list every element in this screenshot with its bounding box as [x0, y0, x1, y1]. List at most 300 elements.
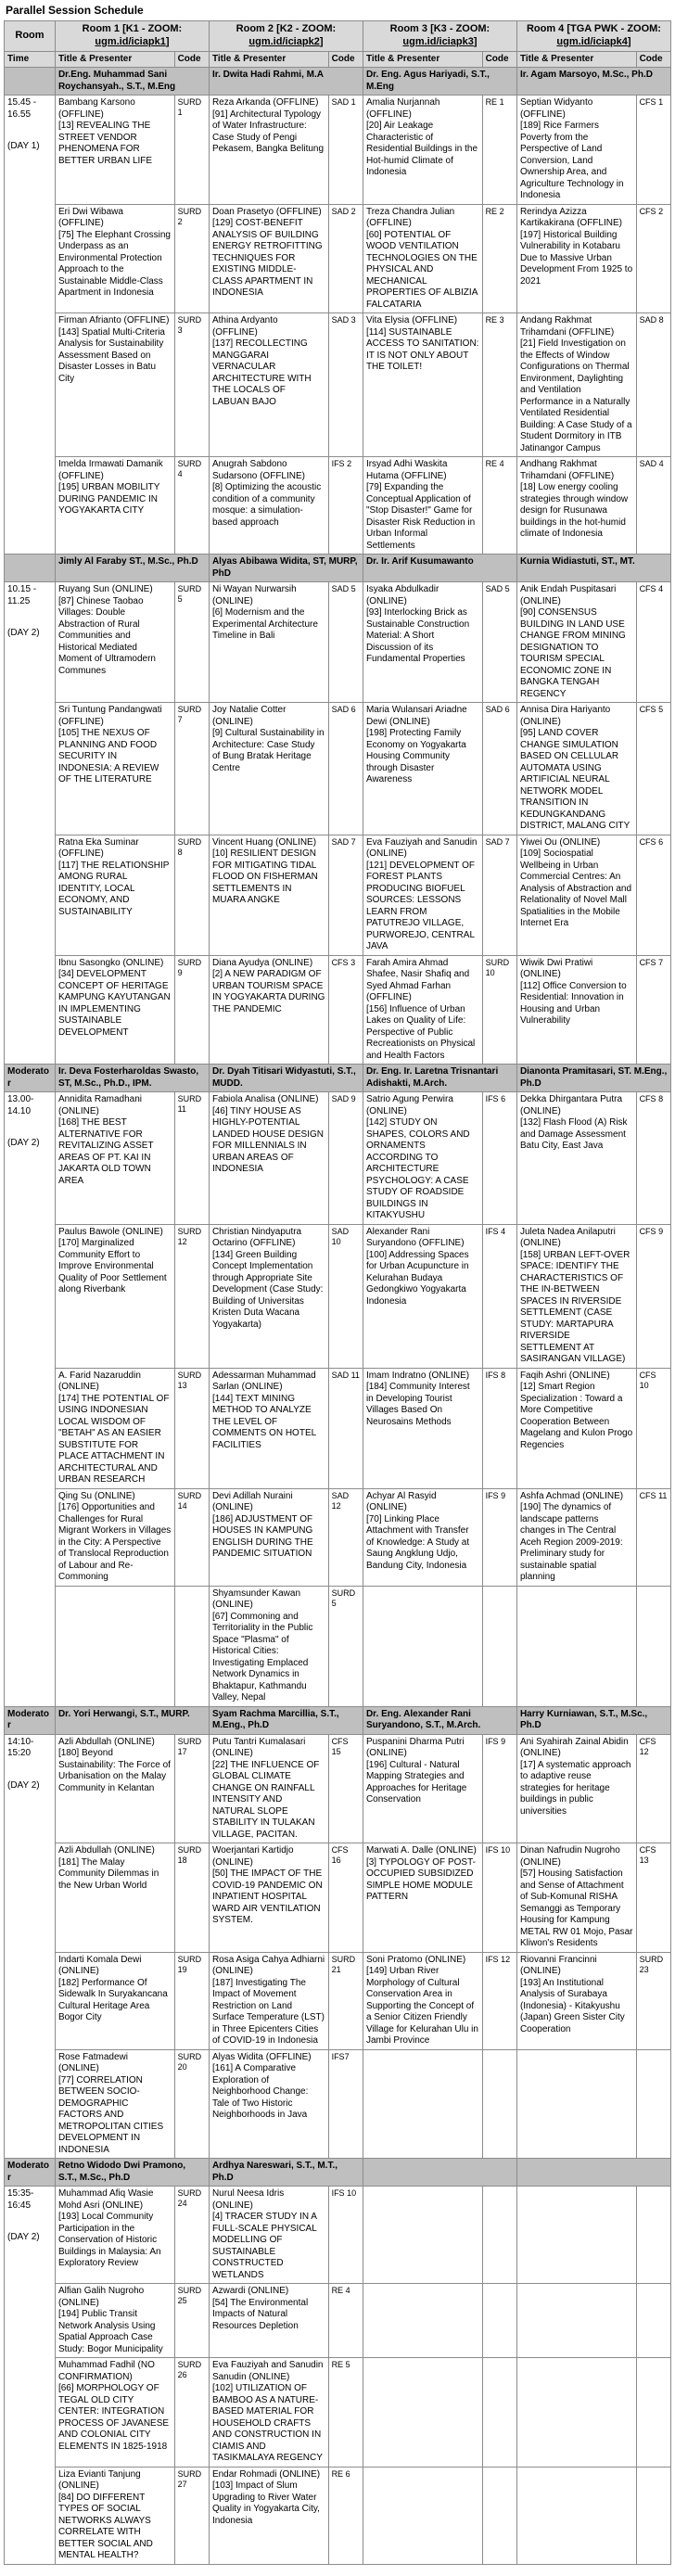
- paper-title: [114] SUSTAINABLE ACCESS TO SANITATION: IT IS NOT ONLY ABOUT THE TOILET!: [365, 326, 479, 372]
- paper-code: IFS 9: [482, 1734, 516, 1843]
- paper-title: [195] URBAN MOBILITY DURING PANDEMIC IN YOGYAKARTA CITY: [57, 482, 160, 516]
- presenter-name: Eva Fauziyah and Sanudin Sanudin (ONLINE): [211, 2360, 324, 2382]
- paper-title: [181] The Malay Community Dilemmas in the New Urban World: [57, 1856, 159, 1891]
- paper-cell: [209, 835, 328, 955]
- session-day: (DAY 2): [7, 1779, 40, 1791]
- paper-cell: [516, 204, 636, 313]
- moderator-name: Alyas Abibawa Widita, ST, MURP, PhD: [209, 555, 363, 582]
- paper-code: CFS 4: [636, 582, 670, 703]
- time-column-header: Time: [5, 51, 56, 68]
- paper-code: CFS 11: [636, 1488, 670, 1586]
- presenter-name: Riovanni Francinni (ONLINE): [519, 1954, 597, 1976]
- moderator-name: Dr. Yori Herwangi, S.T., MURP.: [55, 1706, 209, 1734]
- room-1-zoom-link[interactable]: ugm.id/iciapk1: [95, 35, 166, 47]
- paper-title: [134] Green Building Concept Implementation through Appropriate Site Development (Case Study: Building of Universitas Kristen Duta Wacana Yogyakarta): [211, 1249, 324, 1330]
- paper-cell: [363, 582, 482, 703]
- paper-title: [17] A systematic approach to adaptive reuse strategies for heritage buildings in public universities: [519, 1759, 631, 1817]
- paper-title: [121] DEVELOPMENT OF FOREST PLANTS PRODUCING BIOFUEL SOURCES: LESSONS LEARN FROM PATUTREJO VILLAGE, PURWOREJO, CENTRAL JAVA: [365, 860, 476, 951]
- presenter-name: Soni Pratomo (ONLINE): [365, 1954, 466, 1965]
- presenter-name: Yiwei Ou (ONLINE): [519, 836, 601, 848]
- paper-code: IFS 4: [482, 1224, 516, 1368]
- paper-title: [182] Performance Of Sidewalk In Suryakancana Cultural Heritage Area Bogor City: [57, 1977, 168, 2022]
- paper-code: [482, 2187, 516, 2284]
- presenter-name: Anik Endah Puspitasari (ONLINE): [519, 584, 617, 606]
- paper-title: [10] RESILIENT DESIGN FOR MITIGATING TIDAL FLOOD ON FISHERMAN SETTLEMENTS IN MUARA ANGKE: [211, 848, 318, 905]
- paper-code: SAD 2: [328, 204, 363, 313]
- paper-code: SAD 7: [482, 835, 516, 955]
- paper-title: [95] LAND COVER CHANGE SIMULATION BASED ON CELLULAR AUTOMATA USING ARTIFICIAL NEURAL NETWORK MODEL TRANSITION IN KEDUNGKANDANG DISTRICT, MALANG CITY: [519, 728, 630, 831]
- paper-code: CFS 9: [636, 1224, 670, 1368]
- presenter-name: Sri Tuntung Pandangwati (OFFLINE): [57, 705, 162, 727]
- table-row: [5, 313, 671, 457]
- table-row: [5, 1952, 671, 2049]
- title-presenter-header: Title & Presenter: [209, 51, 328, 68]
- paper-title: [75] The Elephant Crossing Underpass as an Environmental Protection Approach to the Sustainable Middle-Class Apartment in Indonesia: [57, 229, 171, 298]
- presenter-name: Muhammad Fadhil (NO CONFIRMATION): [57, 2360, 155, 2382]
- presenter-name: Qing Su (ONLINE): [57, 1490, 135, 1501]
- paper-title: [102] UTILIZATION OF BAMBOO AS A NATURE-BASED MATERIAL FOR HOUSEHOLD CRAFTS AND CONSTRUCTION IN CIAMIS AND TASIKMALAYA REGENCY: [211, 2383, 323, 2463]
- paper-code: IFS 12: [482, 1952, 516, 2049]
- paper-code: SURD 1: [174, 96, 209, 205]
- paper-code: [482, 2049, 516, 2159]
- paper-code: RE 4: [482, 457, 516, 555]
- paper-title: [6] Modernism and the Experimental Architecture Timeline in Bali: [211, 607, 318, 641]
- paper-code: CFS 13: [636, 1843, 670, 1953]
- presenter-name: Vincent Huang (ONLINE): [211, 836, 317, 848]
- paper-code: SAD 11: [328, 1368, 363, 1488]
- paper-title: [90] CONSENSUS BUILDING IN LAND USE CHANGE FROM MINING DESIGNATION TO TOURISM SPECIAL ECONOMIC ZONE IN BANGKA TENGAH REGENCY: [519, 607, 626, 699]
- paper-cell: [516, 1092, 636, 1225]
- paper-code: RE 1: [482, 96, 516, 205]
- presenter-name: Ibnu Sasongko (ONLINE): [57, 957, 164, 968]
- paper-code: RE 3: [482, 313, 516, 457]
- moderator-name: Dr.Eng. Muhammad Sani Roychansyah., S.T., M.Eng: [55, 68, 209, 96]
- paper-title: [70] Linking Place Attachment with Transfer of Knowledge: A Study at Saung Angklung Udjo, Bandung City, Indonesia: [365, 1513, 470, 1571]
- paper-code: SAD 3: [328, 313, 363, 457]
- table-row: [5, 1488, 671, 1586]
- paper-cell: [55, 1734, 174, 1843]
- session-time: 15.45 - 16.55: [7, 97, 37, 120]
- room-2-header: Room 2 [K2 - ZOOM: ugm.id/iciapk2]: [209, 21, 363, 52]
- presenter-name: Wiwik Dwi Pratiwi (ONLINE): [519, 957, 593, 979]
- presenter-name: Liza Evianti Tanjung (ONLINE): [57, 2468, 141, 2491]
- code-header: Code: [482, 51, 516, 68]
- paper-title: [158] URBAN LEFT-OVER SPACE: IDENTIFY THE CHARACTERISTICS OF THE IN-BETWEEN SPACES IN RIVERSIDE SETTLEMENT (CASE STUDY: MARTAPURA RIVERSIDE SETTLEMENT AT SASIRANGAN VILLAGE): [519, 1249, 630, 1364]
- paper-code: SURD 8: [174, 835, 209, 955]
- paper-cell: [363, 457, 482, 555]
- paper-cell: [55, 1224, 174, 1368]
- paper-title: [91] Architectural Typology of Water Infrastructure: Case Study of Pengi Pekasem, Bangka Belitung: [211, 108, 325, 154]
- paper-title: [13] REVEALING THE STREET VENDOR PHENOMENA FOR BETTER URBAN LIFE: [57, 121, 153, 166]
- moderator-name: Ir. Deva Fosterharoldas Swasto, ST, M.Sc., Ph.D., IPM.: [55, 1065, 209, 1092]
- moderator-name: Dr. Eng. Agus Hariyadi, S.T., M.Eng: [363, 68, 516, 96]
- paper-title: [109] Sociospatial Wellbeing in Urban Commercial Centres: An Analysis of Abstraction and Relationality of Novel Mall Spatialities in the Mobile Internet Era: [519, 848, 632, 928]
- paper-code: SURD 20: [174, 2049, 209, 2159]
- presenter-name: Juleta Nadea Anilaputri (ONLINE): [519, 1226, 616, 1248]
- table-row: [5, 1586, 671, 1706]
- paper-code: SURD 3: [174, 313, 209, 457]
- paper-code: IFS 10: [328, 2187, 363, 2284]
- paper-title: [170] Marginalized Community Effort to Improve Environmental Quality of Poor Settlement along Riverbank: [57, 1238, 167, 1294]
- paper-cell: [209, 1092, 328, 1225]
- presenter-name: Eva Fauziyah and Sanudin (ONLINE): [365, 836, 478, 859]
- paper-title: [156] Influence of Urban Lakes on Quality of Life: Perspective of Public Recreationists on Physical and Health Factors: [365, 1003, 476, 1061]
- paper-title: [2] A NEW PARADIGM OF URBAN TOURISM SPACE IN YOGYAKARTA DURING THE PANDEMIC: [211, 969, 325, 1014]
- paper-title: [168] THE BEST ALTERNATIVE FOR REVITALIZING ASSET AREAS OF PT. KAI IN JAKARTA OLD TOWN AREA: [57, 1117, 154, 1186]
- paper-cell: [55, 582, 174, 703]
- paper-code: SURD 9: [174, 955, 209, 1065]
- paper-cell: [363, 204, 482, 313]
- presenter-name: Indarti Komala Dewi (ONLINE): [57, 1954, 142, 1976]
- paper-cell: [363, 1586, 482, 1706]
- paper-title: [193] Local Community Participation in the Conservation of Historic Buildings in Malaysia: An Exploratory Review: [57, 2212, 161, 2268]
- paper-code: CFS 3: [328, 955, 363, 1065]
- presenter-name: Dinan Nafrudin Nugroho (ONLINE): [519, 1845, 620, 1868]
- paper-code: CFS 10: [636, 1368, 670, 1488]
- paper-title: [149] Urban River Morphology of Cultural Conservation Area in Supporting the Concept of a Senior Citizen Friendly Village for Kelurahan Ulu in Jambi Province: [365, 1966, 478, 2046]
- presenter-name: Eri Dwi Wibawa (OFFLINE): [57, 206, 123, 228]
- session-day: (DAY 2): [7, 1138, 40, 1148]
- paper-title: [93] Interlocking Brick as Sustainable Construction Material: A Short Discussion of its Fundamental Properties: [365, 607, 470, 664]
- presenter-name: Azli Abdullah (ONLINE): [57, 1736, 155, 1747]
- room-3-header: Room 3 [K3 - ZOOM: ugm.id/iciapk3]: [363, 21, 516, 52]
- presenter-name: Andang Rakhmat Trihamdani (OFFLINE): [519, 315, 615, 338]
- moderator-name: Jimly Al Faraby ST., M.Sc., Ph.D: [55, 555, 209, 582]
- title-presenter-header: Title & Presenter: [363, 51, 482, 68]
- paper-cell: [55, 457, 174, 555]
- paper-cell: [363, 1224, 482, 1368]
- paper-title: [22] THE INFLUENCE OF GLOBAL CLIMATE CHANGE ON RAINFALL INTENSITY AND NATURAL SLOPE STABILITY IN TULAKAN VILLAGE, PACITAN.: [211, 1759, 320, 1840]
- session-time-cell: [5, 1734, 56, 2159]
- presenter-name: Amalia Nurjannah (OFFLINE): [365, 97, 440, 120]
- paper-code: [636, 2467, 670, 2564]
- paper-cell: [363, 1734, 482, 1843]
- paper-code: [636, 2049, 670, 2159]
- paper-cell: [516, 313, 636, 457]
- paper-code: SURD 7: [174, 703, 209, 835]
- paper-code: SURD 2: [174, 204, 209, 313]
- paper-code: RE 2: [482, 204, 516, 313]
- paper-code: [482, 2467, 516, 2564]
- paper-cell: [209, 204, 328, 313]
- paper-title: [176] Opportunities and Challenges for Rural Migrant Workers in Villages in the City: A Perspective of Translocal Reproduction of Labour and Re-Commoning: [57, 1502, 172, 1582]
- code-header: Code: [328, 51, 363, 68]
- presenter-name: Andhang Rakhmat Trihamdani (OFFLINE): [519, 459, 615, 481]
- moderator-name: Retno Widodo Dwi Pramono, S.T., M.Sc., Ph.D: [55, 2159, 209, 2187]
- paper-title: [117] THE RELATIONSHIP AMONG RURAL IDENTITY, LOCAL ECONOMY, AND SUSTAINABILITY: [57, 860, 170, 917]
- paper-title: [4] TRACER STUDY IN A FULL-SCALE PHYSICAL MODELLING OF SUSTAINABLE CONSTRUCTED WETLANDS: [211, 2212, 317, 2280]
- paper-code: SURD 25: [174, 2284, 209, 2358]
- paper-cell: [363, 96, 482, 205]
- paper-cell: [516, 2284, 636, 2358]
- presenter-name: Anugrah Sabdono Sudarsono (OFFLINE): [211, 459, 305, 481]
- paper-cell: [209, 1224, 328, 1368]
- paper-code: [482, 2358, 516, 2468]
- paper-cell: [55, 96, 174, 205]
- paper-cell: [363, 2467, 482, 2564]
- presenter-name: Alfian Galih Nugroho (ONLINE): [57, 2286, 145, 2308]
- paper-cell: [516, 835, 636, 955]
- paper-title: [189] Rice Farmers Poverty from the Perspective of Land Conversion, Land Ownership Area, and Agriculture Technology in Indonesia: [519, 121, 624, 200]
- paper-cell: [209, 2284, 328, 2358]
- paper-cell: [516, 2049, 636, 2159]
- paper-cell: [209, 1586, 328, 1706]
- paper-code: SAD 12: [328, 1488, 363, 1586]
- moderator-name: Harry Kurniawan, S.T., M.Sc., Ph.D: [516, 1706, 670, 1734]
- table-row: [5, 1843, 671, 1953]
- presenter-name: Isyaka Abdulkadir (ONLINE): [365, 584, 439, 606]
- paper-code: SURD 17: [174, 1734, 209, 1843]
- paper-code: SURD 5: [174, 582, 209, 703]
- paper-title: [87] Chinese Taobao Villages: Double Abstraction of Rural Communities and Historical Mediated Moment of Ultramodern Communes: [57, 595, 156, 676]
- moderator-name: Ir. Dwita Hadi Rahmi, M.A: [209, 68, 363, 96]
- paper-code: IFS 6: [482, 1092, 516, 1225]
- paper-cell: [209, 2049, 328, 2159]
- paper-cell: [363, 1092, 482, 1225]
- paper-cell: [209, 582, 328, 703]
- paper-code: SURD 27: [174, 2467, 209, 2564]
- paper-title: [186] ADJUSTMENT OF HOUSES IN KAMPUNG ENGLISH DURING THE PANDEMIC SITUATION: [211, 1513, 313, 1559]
- paper-title: [174] THE POTENTIAL OF USING INDONESIAN LOCAL WISDOM OF "BETAH" AS AN EASIER SUBSTITUTE FOR PLACE ATTACHMENT IN ARCHITECTURAL AND URBAN RESEARCH: [57, 1393, 170, 1485]
- paper-title: [143] Spatial Multi-Criteria Analysis for Sustainability Assessment Based on Disaster Losses in Batu City: [57, 326, 165, 384]
- paper-cell: [55, 2187, 174, 2284]
- session-time: 15:35-16:45: [7, 2188, 34, 2211]
- session-time: 13.00-14.10: [7, 1094, 34, 1116]
- table-row: [5, 2187, 671, 2284]
- paper-title: [79] Expanding the Conceptual Application of "Stop Disaster!" Game for Disaster Risk Reduction in Urban Informal Settlements: [365, 482, 476, 551]
- presenter-name: Achyar Al Rasyid (ONLINE): [365, 1490, 437, 1512]
- paper-title: [187] Investigating The Impact of Movement Restriction on Land Surface Temperature (LST) in Three Epicenters Cities of COVID-19 in Indonesia: [211, 1977, 325, 2046]
- paper-cell: [55, 313, 174, 457]
- paper-code: CFS 1: [636, 96, 670, 205]
- table-row: [5, 1368, 671, 1488]
- moderator-name: Dianonta Pramitasari, ST. M.Eng., Ph.D: [516, 1065, 670, 1092]
- presenter-name: Muhammad Afiq Wasie Mohd Asri (ONLINE): [57, 2188, 154, 2211]
- moderator-name: Dr. Eng. Ir. Laretna Trisnantari Adishakti, M.Arch.: [363, 1065, 516, 1092]
- paper-cell: [55, 1586, 174, 1706]
- presenter-name: Putu Tantri Kumalasari (ONLINE): [211, 1736, 306, 1758]
- paper-title: [105] THE NEXUS OF PLANNING AND FOOD SECURITY IN INDONESIA: A REVIEW OF THE LITERATURE: [57, 728, 159, 784]
- paper-cell: [363, 1843, 482, 1953]
- paper-code: SAD 5: [328, 582, 363, 703]
- table-row: [5, 2284, 671, 2358]
- paper-code: SURD 10: [482, 955, 516, 1065]
- paper-title: [193] An Institutional Analysis of Surabaya (Indonesia) - Kitakyushu (Japan) Green Sister City Cooperation: [519, 1977, 625, 2034]
- paper-cell: [363, 1952, 482, 2049]
- paper-cell: [516, 1488, 636, 1586]
- paper-cell: [363, 2284, 482, 2358]
- paper-cell: [55, 1368, 174, 1488]
- presenter-name: Imelda Irmawati Damanik (OFFLINE): [57, 459, 163, 481]
- paper-title: [144] TEXT MINING METHOD TO ANALYZE THE LEVEL OF COMMENTS ON HOTEL FACILITIES: [211, 1393, 316, 1450]
- paper-title: [129] COST-BENEFIT ANALYSIS OF BUILDING ENERGY RETROFITTING TECHNIQUES FOR EXISTING MIDDLE-CLASS APARTMENT IN INDONESIA: [211, 218, 323, 298]
- presenter-name: Athina Ardyanto (OFFLINE): [211, 315, 278, 338]
- moderator-name: Kurnia Widiastuti, ST., MT.: [516, 555, 670, 582]
- paper-cell: [209, 2187, 328, 2284]
- moderator-name: Ardhya Nareswari, S.T., M.T., Ph.D: [209, 2159, 363, 2187]
- paper-cell: [363, 1368, 482, 1488]
- paper-code: [636, 2358, 670, 2468]
- paper-cell: [209, 1488, 328, 1586]
- paper-code: CFS 5: [636, 703, 670, 835]
- session-time: 10.15 - 11.25: [7, 584, 37, 606]
- moderator-row: [5, 1706, 671, 1734]
- moderator-label: [5, 555, 56, 582]
- paper-cell: [516, 955, 636, 1065]
- table-row: [5, 582, 671, 703]
- paper-code: IFS7: [328, 2049, 363, 2159]
- moderator-label: Moderator: [5, 1706, 56, 1734]
- paper-title: [57] Housing Satisfaction and Sense of Attachment of Sub-Komunal RISHA Semanggi as Temporary Housing for Kampung METAL RW 01 Mojo, Pasar Kliwon's Residents: [519, 1868, 633, 1948]
- paper-code: CFS 7: [636, 955, 670, 1065]
- presenter-name: Fabiola Analisa (ONLINE): [211, 1094, 319, 1104]
- presenter-name: Devi Adillah Nuraini (ONLINE): [211, 1490, 293, 1512]
- paper-code: RE 6: [328, 2467, 363, 2564]
- paper-title: [112] Office Conversion to Residential: Innovation in Housing and Urban Vulnerability: [519, 980, 627, 1026]
- paper-cell: [363, 835, 482, 955]
- paper-cell: [209, 2358, 328, 2468]
- paper-cell: [55, 955, 174, 1065]
- table-row: [5, 955, 671, 1065]
- table-row: [5, 2049, 671, 2159]
- presenter-name: A. Farid Nazaruddin (ONLINE): [57, 1370, 141, 1392]
- moderator-name: Dr. Eng. Alexander Rani Suryandono, S.T., M.Arch.: [363, 1706, 516, 1734]
- table-row: [5, 96, 671, 205]
- paper-cell: [55, 204, 174, 313]
- code-header: Code: [636, 51, 670, 68]
- presenter-name: Paulus Bawole (ONLINE): [57, 1226, 163, 1237]
- paper-code: [174, 1586, 209, 1706]
- presenter-name: Marwati A. Dalle (ONLINE): [365, 1845, 477, 1855]
- paper-code: SURD 21: [328, 1952, 363, 2049]
- presenter-name: Ruyang Sun (ONLINE): [57, 584, 153, 594]
- paper-title: [21] Field Investigation on the Effects of Window Configurations on Thermal Environment, Daylighting and Ventilation Performance in a Naturally Ventilated Residential Building: A Case Study of a Student Dormitory in ITB Jatinangor Campus: [519, 338, 632, 453]
- paper-code: SAD 1: [328, 96, 363, 205]
- paper-title: [3] TYPOLOGY OF POST-OCCUPIED SUBSIDIZED SIMPLE HOME MODULE PATTERN: [365, 1856, 476, 1902]
- session-day: (DAY 2): [7, 2232, 40, 2242]
- paper-cell: [55, 2358, 174, 2468]
- table-row: [5, 1224, 671, 1368]
- paper-title: [60] POTENTIAL OF WOOD VENTILATION TECHNOLOGIES ON THE PHYSICAL AND MECHANICAL PROPERTIES OF ALBIZIA FALCATARIA: [365, 229, 478, 310]
- session-time-cell: [5, 2187, 56, 2565]
- column-header-row: [5, 51, 671, 68]
- table-row: [5, 2358, 671, 2468]
- presenter-name: Azwardi (ONLINE): [211, 2286, 289, 2296]
- room-2-zoom-link[interactable]: ugm.id/iciapk2: [248, 35, 320, 47]
- presenter-name: Ratna Eka Suminar (OFFLINE): [57, 836, 139, 859]
- paper-cell: [55, 2049, 174, 2159]
- presenter-name: Imam Indratno (ONLINE): [365, 1370, 470, 1381]
- presenter-name: Diana Ayudya (ONLINE): [211, 957, 313, 968]
- session-time: 14:10-15:20: [7, 1736, 34, 1758]
- table-row: [5, 204, 671, 313]
- presenter-name: Maria Wulansari Ariadne Dewi (ONLINE): [365, 705, 467, 727]
- moderator-name: Dr. Ir. Arif Kusumawanto: [363, 555, 516, 582]
- moderator-name: Ir. Agam Marsoyo, M.Sc., Ph.D: [516, 68, 670, 96]
- session-day: (DAY 2): [7, 628, 40, 638]
- paper-code: [482, 1586, 516, 1706]
- paper-code: SAD 6: [482, 703, 516, 835]
- paper-code: CFS 8: [636, 1092, 670, 1225]
- presenter-name: Alyas Widita (OFFLINE): [211, 2051, 312, 2062]
- paper-code: SAD 10: [328, 1224, 363, 1368]
- moderator-label: Moderator: [5, 1065, 56, 1092]
- paper-code: SAD 5: [482, 582, 516, 703]
- paper-cell: [209, 1843, 328, 1953]
- paper-title: [137] RECOLLECTING MANGGARAI VERNACULAR ARCHITECTURE WITH THE LOCALS OF LABUAN BAJO: [211, 338, 312, 407]
- paper-code: SAD 6: [328, 703, 363, 835]
- paper-title: [67] Commoning and Territoriality in the Public Space "Plasma" of Historical Cities: Investigating Emplaced Network Dynamics in Bhaktapur, Kathmandu Valley, Nepal: [211, 1611, 313, 1702]
- paper-cell: [209, 96, 328, 205]
- presenter-name: Ashfa Achmad (ONLINE): [519, 1490, 624, 1501]
- presenter-name: Annidita Ramadhani (ONLINE): [57, 1094, 143, 1116]
- moderator-row: [5, 555, 671, 582]
- paper-code: CFS 12: [636, 1734, 670, 1843]
- session-time-cell: [5, 96, 56, 555]
- moderator-name: Dr. Dyah Titisari Widyastuti, S.T., MUDD.: [209, 1065, 363, 1092]
- moderator-name: Syam Rachma Marcillia, S.T., M.Eng., Ph.D: [209, 1706, 363, 1734]
- paper-cell: [209, 313, 328, 457]
- presenter-name: Rosa Asiga Cahya Adhiarni (ONLINE): [211, 1954, 325, 1976]
- paper-cell: [55, 1952, 174, 2049]
- session-day: (DAY 1): [7, 141, 40, 151]
- paper-code: SURD 14: [174, 1488, 209, 1586]
- paper-title: [142] STUDY ON SHAPES, COLORS AND ORNAMENTS ACCORDING TO ARCHITECTURE PSYCHOLOGY: A CASE STUDY OF ROADSIDE BUILDINGS IN KITAKYUSHU: [365, 1117, 470, 1220]
- paper-cell: [516, 1734, 636, 1843]
- paper-code: SAD 7: [328, 835, 363, 955]
- table-row: [5, 457, 671, 555]
- paper-cell: [363, 2049, 482, 2159]
- paper-code: SURD 11: [174, 1092, 209, 1225]
- presenter-name: Bambang Karsono (OFFLINE): [57, 97, 135, 120]
- presenter-name: Ani Syahirah Zainal Abidin (ONLINE): [519, 1736, 629, 1758]
- presenter-name: Satrio Agung Perwira (ONLINE): [365, 1094, 453, 1116]
- room-3-zoom-link[interactable]: ugm.id/iciapk3: [402, 35, 474, 47]
- paper-title: [77] CORRELATION BETWEEN SOCIO-DEMOGRAPHIC FACTORS AND METROPOLITAN CITIES DEVELOPMENT IN INDONESIA: [57, 2074, 164, 2155]
- room-4-zoom-link[interactable]: ugm.id/iciapk4: [556, 35, 628, 47]
- paper-cell: [516, 582, 636, 703]
- room-header-label: Room: [5, 21, 56, 52]
- paper-cell: [55, 703, 174, 835]
- paper-cell: [363, 2358, 482, 2468]
- presenter-name: Vita Elysia (OFFLINE): [365, 315, 458, 325]
- paper-cell: [516, 1368, 636, 1488]
- presenter-name: Firman Afrianto (OFFLINE): [57, 315, 170, 325]
- presenter-name: Endar Rohmadi (ONLINE): [211, 2468, 321, 2480]
- paper-code: IFS 8: [482, 1368, 516, 1488]
- paper-cell: [209, 1952, 328, 2049]
- paper-title: [197] Historical Building Vulnerability in Kotabaru Due to Massive Urban Development From 1925 to 2021: [519, 229, 633, 287]
- paper-code: SAD 9: [328, 1092, 363, 1225]
- presenter-name: Alexander Rani Suryandono (OFFLINE): [365, 1226, 465, 1248]
- title-presenter-header: Title & Presenter: [55, 51, 174, 68]
- paper-cell: [209, 955, 328, 1065]
- paper-code: SURD 26: [174, 2358, 209, 2468]
- paper-cell: [516, 2358, 636, 2468]
- room-1-header: Room 1 [K1 - ZOOM: ugm.id/iciapk1]: [55, 21, 209, 52]
- paper-code: SAD 4: [636, 457, 670, 555]
- paper-cell: [516, 96, 636, 205]
- paper-title: [190] The dynamics of landscape patterns changes in The Central Aceh Region 2009-2019: Preliminary study for sustainable spatial planning: [519, 1502, 623, 1582]
- paper-title: [161] A Comparative Exploration of Neighborhood Change: Tale of Two Historic Neighborhoods in Java: [211, 2063, 309, 2120]
- paper-title: [132] Flash Flood (A) Risk and Damage Assessment Batu City, East Java: [519, 1117, 628, 1151]
- moderator-name: [516, 2159, 670, 2187]
- paper-code: [636, 1586, 670, 1706]
- paper-code: SAD 8: [636, 313, 670, 457]
- paper-title: [46] TINY HOUSE AS HIGHLY-POTENTIAL LANDED HOUSE DESIGN FOR MILLENNIALS IN URBAN AREAS OF INDONESIA: [211, 1105, 324, 1174]
- moderator-name: [363, 2159, 516, 2187]
- paper-code: SURD 13: [174, 1368, 209, 1488]
